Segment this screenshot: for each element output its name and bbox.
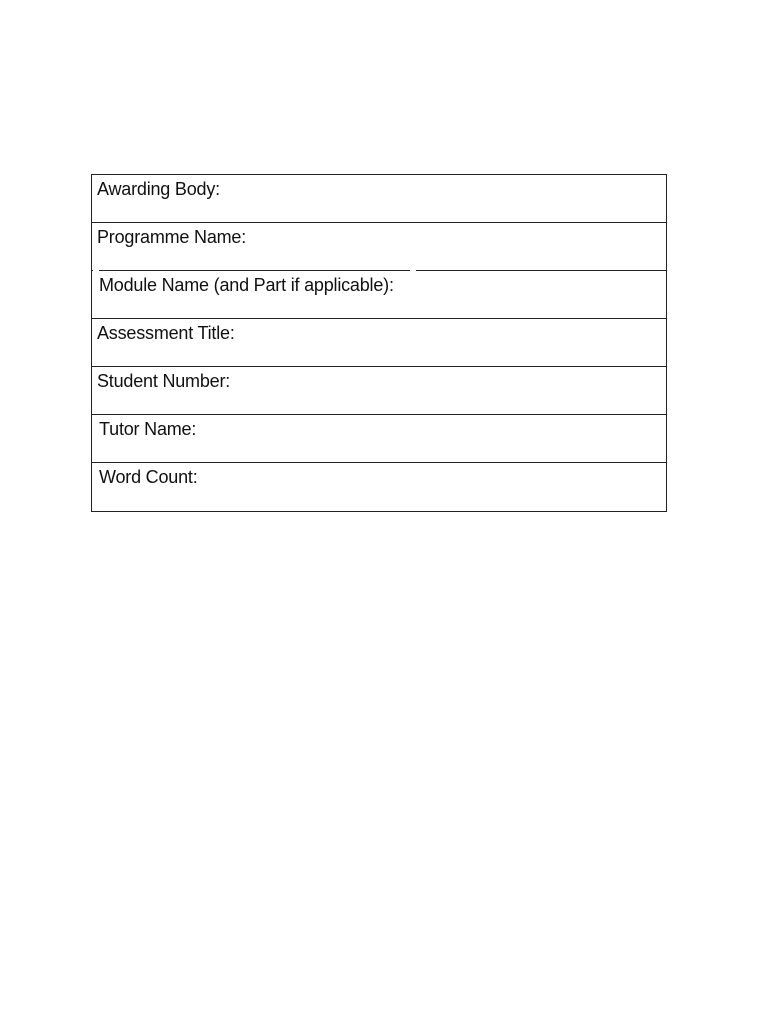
assessment-title-label: Assessment Title: [97, 323, 235, 343]
form-row-tutor-name [92, 415, 666, 463]
module-name-label: Module Name (and Part if applicable): [99, 275, 394, 295]
awarding-body-label: Awarding Body: [97, 179, 220, 199]
form-row-assessment-title [92, 319, 666, 367]
line-gap [410, 269, 416, 272]
tutor-name-label: Tutor Name: [99, 419, 197, 439]
word-count-label: Word Count: [99, 467, 198, 487]
form-row-word-count [92, 463, 666, 511]
assignment-cover-form [91, 174, 667, 512]
student-number-label: Student Number: [97, 371, 231, 391]
form-row-module-name [92, 271, 666, 319]
form-row-programme-name [92, 223, 666, 271]
form-row-awarding-body [92, 175, 666, 223]
programme-name-label: Programme Name: [97, 227, 247, 247]
form-row-student-number [92, 367, 666, 415]
line-gap [93, 269, 99, 272]
